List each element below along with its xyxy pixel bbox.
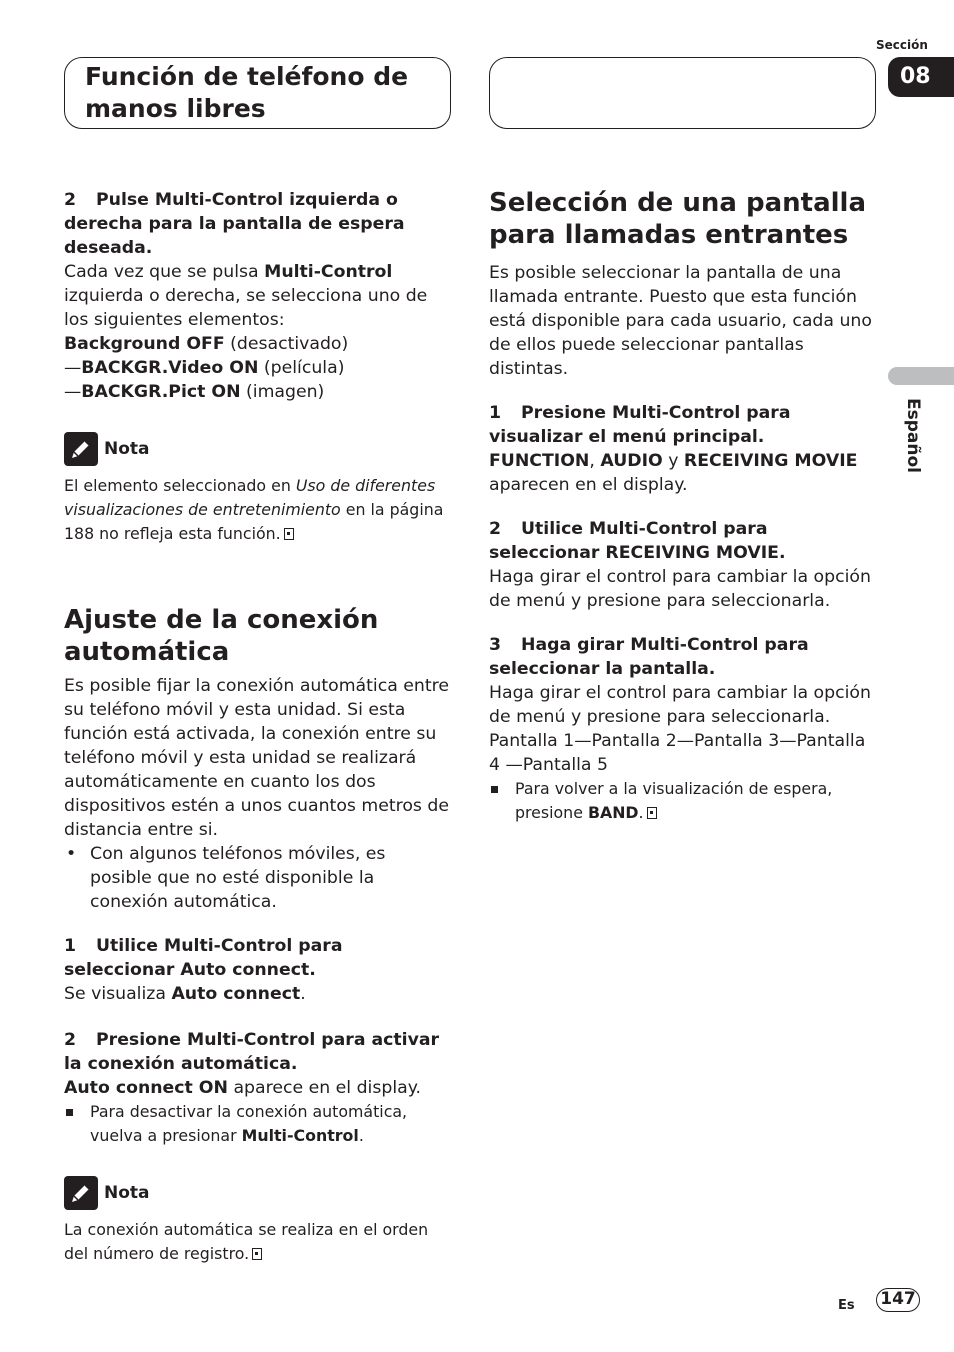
- step-number: 1: [64, 936, 77, 956]
- text-bold: Multi-Control: [241, 1126, 359, 1145]
- text-bold: Auto connect ON: [64, 1078, 228, 1098]
- step-number: 2: [64, 1030, 77, 1050]
- step-number: 2: [489, 519, 502, 539]
- footer-language-code: Es: [838, 1298, 855, 1313]
- header-empty-box: [489, 57, 876, 129]
- pencil-note-icon: [64, 1176, 98, 1210]
- text-italic: Uso de diferentes visualizaciones de entretenimiento: [64, 476, 436, 519]
- step-number: 1: [489, 403, 502, 423]
- text: Se visualiza: [64, 984, 172, 1004]
- step-3-note: [489, 777, 877, 825]
- step-3-body: Haga girar el control para cambiar la opción de menú y presione para seleccionarla.: [489, 683, 871, 727]
- text: Cada vez que se pulsa: [64, 262, 265, 282]
- dash: —: [64, 382, 82, 402]
- option-name: BACKGR.Video ON: [81, 358, 259, 378]
- note-label: Nota: [104, 439, 150, 459]
- step-2b-title: [64, 1028, 452, 1076]
- note-header: [64, 432, 452, 466]
- step-1-body: [489, 449, 877, 497]
- step-1-title: [64, 934, 452, 982]
- section-heading: Ajuste de la conexión automática: [64, 605, 379, 667]
- option-name: BACKGR.Pict ON: [81, 382, 241, 402]
- step-title-text: Presione Multi-Control para activar la conexión automática.: [64, 1030, 440, 1074]
- step-2-title: [489, 517, 877, 565]
- step-number: 2: [64, 190, 77, 210]
- text-bold: RECEIVING MOVIE: [683, 451, 858, 471]
- step-title-text: Haga girar Multi-Control para seleccionar la pantalla.: [489, 635, 809, 679]
- step-2b-note: [64, 1100, 452, 1148]
- option-3: [64, 380, 452, 404]
- section-intro: Es posible fijar la conexión automática entre su teléfono móvil y esta unidad. Si esta función está activada, la conexión entre su teléfono móvil y esta unidad se realizará automáticamente en cuanto los dos dispositivos estén a unos cuantos metros de distancia entre si.: [64, 676, 450, 840]
- text-bold: AUDIO: [600, 451, 663, 471]
- step-1-title: [489, 401, 877, 449]
- language-bar: [888, 367, 954, 385]
- text: Para volver a la visualización de espera, presione: [515, 779, 833, 822]
- note-1-text: [64, 474, 452, 546]
- step-3-title: [489, 633, 877, 681]
- step-1-body: [64, 982, 452, 1006]
- text: .: [300, 984, 306, 1004]
- text: en la página 188 no refleja esta función.: [64, 500, 444, 543]
- step-3-options: Pantalla 1—Pantalla 2—Pantalla 3—Pantalla 4 —Pantalla 5: [489, 731, 866, 775]
- section-label: Sección: [876, 38, 928, 52]
- square-bullet-icon: [66, 1109, 73, 1116]
- text: y: [662, 451, 684, 471]
- step-title-text: Utilice Multi-Control para seleccionar RECEIVING MOVIE.: [489, 519, 786, 563]
- step-2-body: [64, 260, 452, 332]
- section-heading: Selección de una pantalla para llamadas entrantes: [489, 188, 866, 250]
- note-2-text: [64, 1218, 452, 1266]
- text: ,: [589, 451, 601, 471]
- text-bold: FUNCTION: [489, 451, 590, 471]
- option-name: Background OFF: [64, 334, 225, 354]
- end-mark-icon: [647, 807, 657, 819]
- language-label: Español: [903, 398, 923, 473]
- language-tab: [893, 398, 933, 488]
- square-bullet-icon: [491, 786, 498, 793]
- text: El elemento seleccionado en: [64, 476, 296, 495]
- text-bold: Auto connect: [171, 984, 301, 1004]
- note-header: [64, 1176, 452, 1210]
- pencil-note-icon: [64, 432, 98, 466]
- step-title-text: Presione Multi-Control para visualizar el menú principal.: [489, 403, 791, 447]
- section-intro: Es posible seleccionar la pantalla de una llamada entrante. Puesto que esta función está disponible para cada usuario, cada uno de ellos puede seleccionar pantallas distintas.: [489, 263, 872, 379]
- text: La conexión automática se realiza en el orden del número de registro.: [64, 1220, 429, 1263]
- option-2: [64, 356, 452, 380]
- step-2-body: Haga girar el control para cambiar la opción de menú y presione para seleccionarla.: [489, 567, 871, 611]
- page-number: 147: [876, 1288, 920, 1312]
- text: .: [638, 803, 644, 822]
- step-2-title: [64, 188, 452, 260]
- text: aparece en el display.: [227, 1078, 421, 1098]
- option-desc: (película): [258, 358, 345, 378]
- text-bold: BAND: [587, 803, 639, 822]
- text-bold: Multi-Control: [264, 262, 393, 282]
- bullet-item: • Con algunos teléfonos móviles, es posible que no esté disponible la conexión automática.: [64, 842, 452, 914]
- step-number: 3: [489, 635, 502, 655]
- left-column: [64, 188, 452, 1266]
- dash: —: [64, 358, 82, 378]
- text: .: [358, 1126, 364, 1145]
- step-2b-body: [64, 1076, 452, 1100]
- page-title: Función de teléfono de manos libres: [85, 62, 409, 123]
- option-desc: (desactivado): [224, 334, 349, 354]
- header-title-box: [64, 57, 451, 129]
- section-number-tab: 08: [888, 57, 954, 97]
- step-title-text: Utilice Multi-Control para seleccionar Auto connect.: [64, 936, 343, 980]
- text: Para desactivar la conexión automática, vuelva a presionar: [90, 1102, 408, 1145]
- step-title-text: Pulse Multi-Control izquierda o derecha para la pantalla de espera deseada.: [64, 190, 405, 258]
- end-mark-icon: [252, 1248, 262, 1260]
- text: aparecen en el display.: [489, 475, 688, 495]
- option-1: [64, 332, 452, 356]
- end-mark-icon: [284, 528, 294, 540]
- right-column: [489, 187, 877, 825]
- text: izquierda o derecha, se selecciona uno de los siguientes elementos:: [64, 286, 428, 330]
- option-desc: (imagen): [240, 382, 325, 402]
- note-label: Nota: [104, 1183, 150, 1203]
